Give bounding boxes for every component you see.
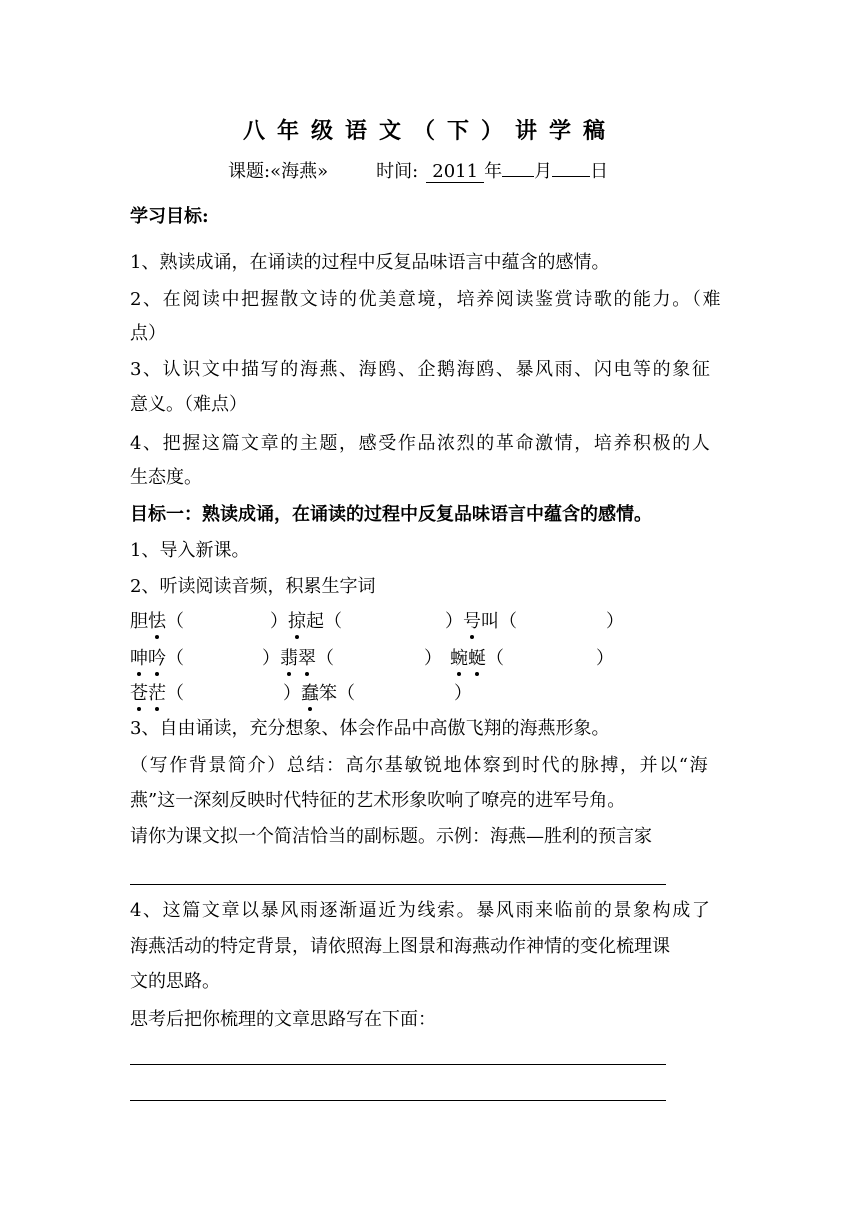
- emphasis-dot-char: 呻: [130, 648, 148, 669]
- goal-4-line-1: 4、把握这篇文章的主题，感受作品浓烈的革命激情，培养积极的人: [130, 433, 712, 454]
- answer-line-1[interactable]: [130, 1064, 666, 1065]
- emphasis-dot-char: 蠢: [301, 683, 319, 704]
- vocab-word: ） 蜿蜒（: [424, 648, 504, 669]
- vocab-word: ）翡翠（: [262, 648, 334, 669]
- emphasis-dot-char: 蜿: [450, 648, 468, 669]
- lesson-info-line: [228, 160, 608, 184]
- background-line-1: （写作背景简介）总结：高尔基敏锐地体察到时代的脉搏，并以“海: [130, 755, 710, 776]
- goal-4-line-2: 生态度。: [130, 467, 202, 488]
- vocab-word: ）蠢笨（: [283, 683, 355, 704]
- step-4-line-3: 文的思路。: [130, 971, 220, 992]
- emphasis-dot-char: 翠: [298, 648, 316, 669]
- page-title: 八年级语文（下）讲学稿: [242, 118, 617, 144]
- vocab-word: 胆怯（: [130, 611, 184, 632]
- month-blank[interactable]: [502, 176, 534, 177]
- goal-2-line-2: 点）: [130, 323, 166, 344]
- emphasis-dot-char: 苍: [130, 683, 148, 704]
- goal-1: 1、熟读成诵，在诵读的过程中反复品味语言中蕴含的感情。: [130, 252, 610, 273]
- vocab-word: 苍茫（: [130, 683, 184, 704]
- vocab-close-paren: ）: [606, 611, 624, 632]
- emphasis-dot-char: 掠: [288, 611, 306, 632]
- year-unit: 年: [484, 161, 503, 182]
- goal-3-line-1: 3、认识文中描写的海燕、海鸥、企鹅海鸥、暴风雨、闪电等的象征: [130, 359, 712, 380]
- step-4-line-2: 海燕活动的特定背景，请依照海上图景和海燕动作神情的变化梳理课: [130, 936, 670, 957]
- vocab-close-paren: ）: [454, 683, 472, 704]
- topic-label: 课题:«海燕»: [228, 161, 329, 182]
- step-3: 3、自由诵读，充分想象、体会作品中高傲飞翔的海燕形象。: [130, 718, 610, 739]
- write-prompt: 思考后把你梳理的文章思路写在下面：: [130, 1009, 436, 1030]
- subtitle-task: 请你为课文拟一个简洁恰当的副标题。示例：海燕—胜利的预言家: [130, 826, 652, 847]
- step-1: 1、导入新课。: [130, 540, 250, 561]
- subtitle-answer-line[interactable]: [130, 884, 666, 885]
- goal-2-line-1: 2、在阅读中把握散文诗的优美意境，培养阅读鉴赏诗歌的能力。（难: [130, 289, 723, 310]
- vocab-word: 呻吟（: [130, 648, 184, 669]
- background-line-2: 燕”这一深刻反映时代特征的艺术形象吹响了嘹亮的进军号角。: [130, 790, 626, 811]
- emphasis-dot-char: 号: [463, 611, 481, 632]
- goals-heading: 学习目标:: [130, 206, 209, 227]
- answer-line-2[interactable]: [130, 1100, 666, 1101]
- section-1-heading: 目标一：熟读成诵，在诵读的过程中反复品味语言中蕴含的感情。: [130, 504, 652, 525]
- emphasis-dot-char: 蜒: [468, 648, 486, 669]
- emphasis-dot-char: 翡: [280, 648, 298, 669]
- year-value: 2011: [426, 162, 484, 183]
- vocab-word: ）掠起（: [270, 611, 342, 632]
- emphasis-dot-char: 怯: [148, 611, 166, 632]
- step-2: 2、听读阅读音频，积累生字词: [130, 576, 376, 597]
- emphasis-dot-char: 茫: [148, 683, 166, 704]
- emphasis-dot-char: 吟: [148, 648, 166, 669]
- day-blank[interactable]: [552, 176, 590, 177]
- month-unit: 月: [534, 161, 553, 182]
- day-unit: 日: [590, 161, 609, 182]
- time-label: 时间:: [376, 161, 419, 182]
- vocab-close-paren: ）: [596, 648, 614, 669]
- goal-3-line-2: 意义。（难点）: [130, 394, 247, 415]
- step-4-line-1: 4、这篇文章以暴风雨逐渐逼近为线索。暴风雨来临前的景象构成了: [130, 900, 712, 921]
- vocab-word: ）号叫（: [445, 611, 517, 632]
